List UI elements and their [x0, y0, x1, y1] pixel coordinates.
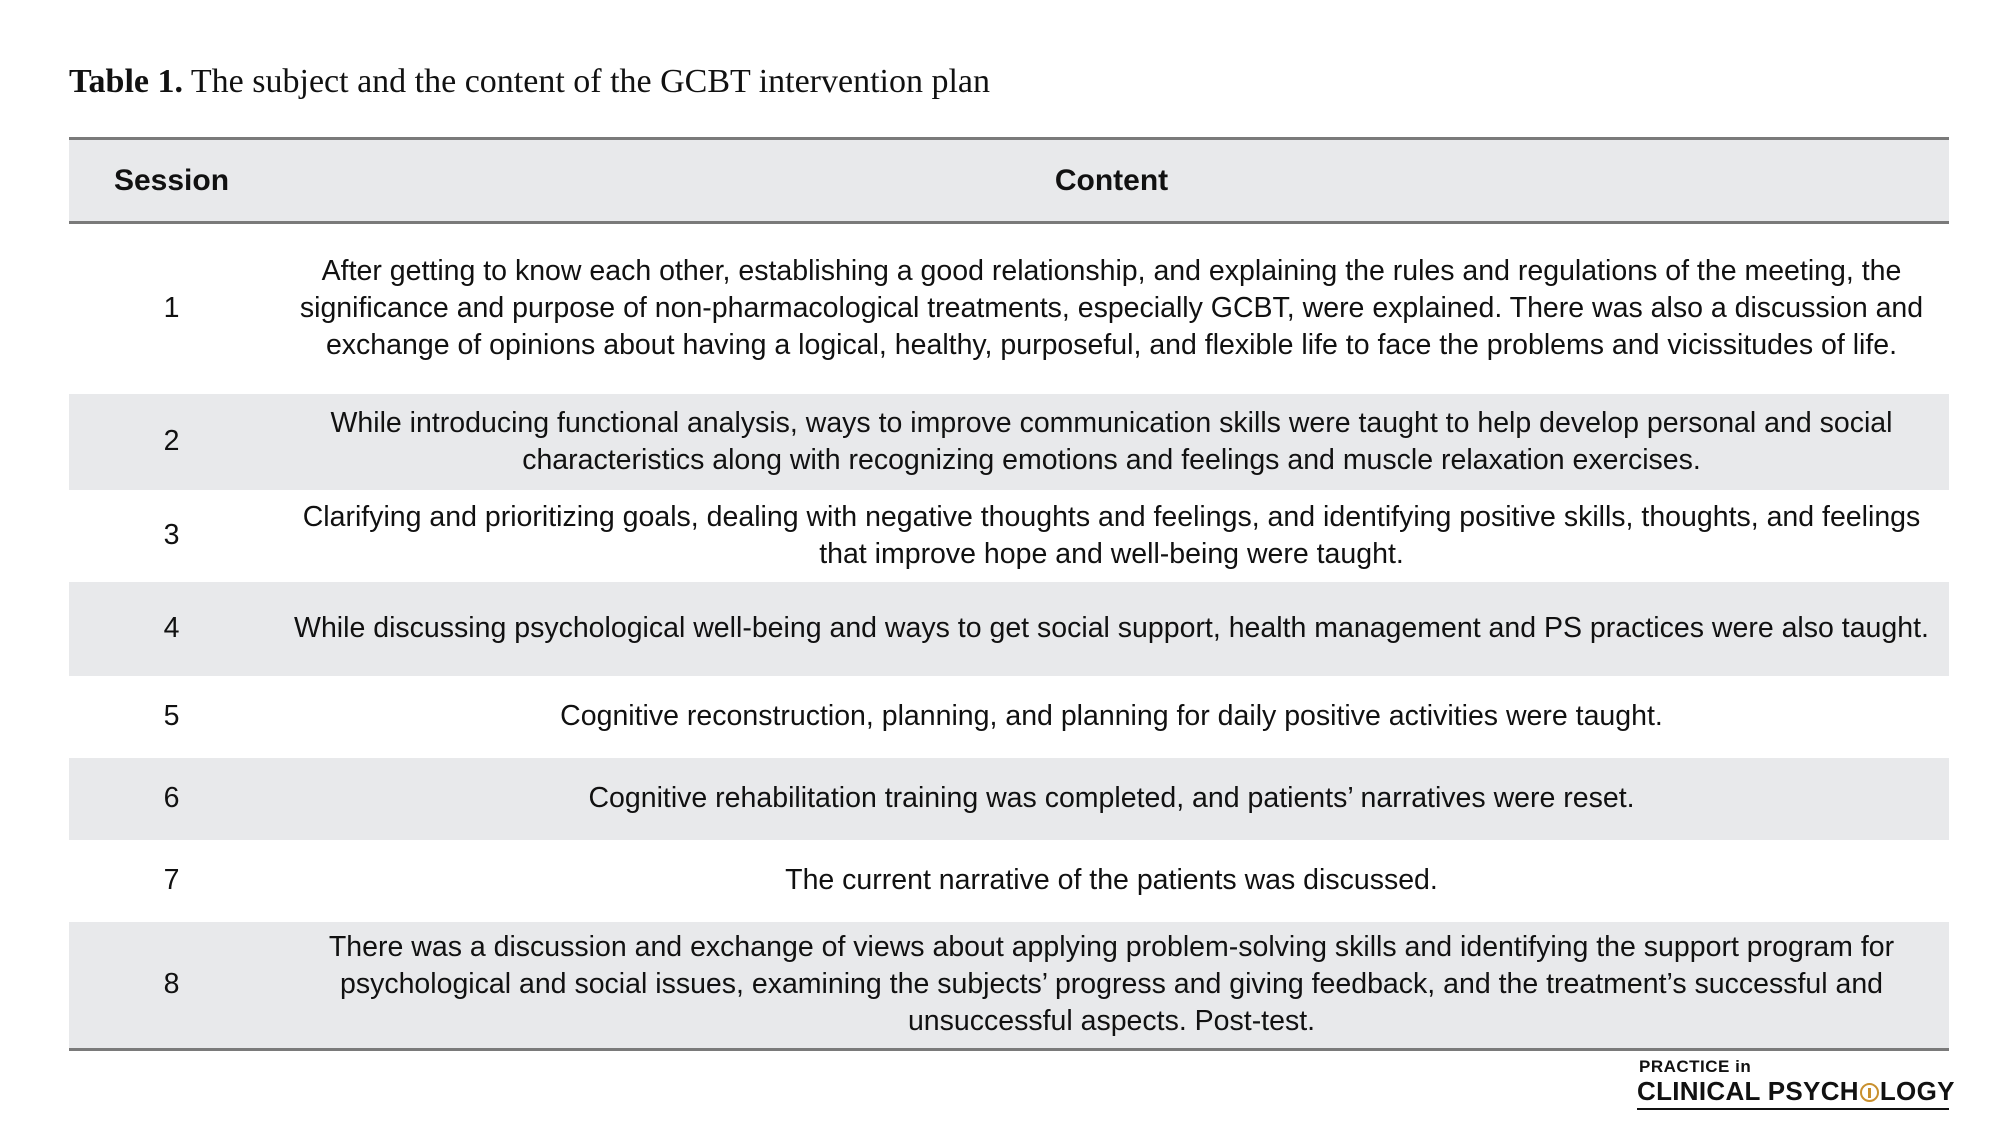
- journal-logo-top-text: PRACTICE in: [1639, 1057, 1752, 1076]
- intervention-plan-table-container: [69, 137, 1949, 1051]
- journal-logo-bottom-left: CLINICAL PSYCH: [1637, 1076, 1859, 1106]
- session-content: Cognitive rehabilitation training was completed, and patients’ narratives were reset.: [588, 782, 1635, 814]
- logo-o-icon: [1860, 1083, 1879, 1102]
- table-caption-label: Table 1.: [69, 63, 184, 100]
- table-row: [69, 582, 1949, 676]
- journal-logo-underline: [1637, 1108, 1949, 1110]
- session-content: While introducing functional analysis, ways to improve communication skills were taught to help develop personal and social characteristics along with recognizing emotions and feelings and muscle relaxation exercises.: [330, 406, 1893, 476]
- journal-logo-bottom-right: LOGY: [1879, 1076, 1955, 1106]
- table-row: [69, 676, 1949, 758]
- table-row: [69, 840, 1949, 922]
- header-content: Content: [1054, 163, 1169, 197]
- session-content: While discussing psychological well-being and ways to get social support, health management and PS practices were also taught.: [294, 612, 1929, 644]
- session-content: There was a discussion and exchange of views about applying problem-solving skills and identifying the support program for psychological and social issues, examining the subjects’ progress and giving feedback, and the treatment’s successful and unsuccessful aspects. Post-test.: [328, 931, 1895, 1038]
- journal-logo-bottom-text: [1637, 1076, 1955, 1106]
- table-row: [69, 223, 1949, 394]
- session-number: 3: [163, 519, 180, 551]
- table-caption: [69, 58, 990, 106]
- table-caption-text: The subject and the content of the GCBT intervention plan: [183, 63, 991, 100]
- table-row: [69, 490, 1949, 582]
- session-number: 4: [163, 612, 180, 644]
- session-number: 1: [163, 292, 180, 325]
- session-number: 7: [163, 864, 180, 896]
- session-content: The current narrative of the patients was discussed.: [785, 864, 1438, 896]
- table-row: [69, 758, 1949, 840]
- table-row: [69, 922, 1949, 1050]
- session-content: After getting to know each other, establishing a good relationship, and explaining the rules and regulations of the meeting, the significance and purpose of non-pharmacological treatments, especially GCBT, were explained. There was also a discussion and exchange of opinions about having a logical, healthy, purposeful, and flexible life to face the problems and vicissitudes of life.: [299, 255, 1924, 362]
- session-content: Cognitive reconstruction, planning, and planning for daily positive activities were taught.: [560, 700, 1663, 732]
- journal-logo: [1637, 1057, 1955, 1113]
- session-number: 6: [163, 782, 180, 814]
- header-session: Session: [113, 163, 230, 197]
- table-row: [69, 394, 1949, 490]
- table-header-row: [69, 139, 1949, 223]
- session-number: 5: [163, 700, 180, 732]
- intervention-plan-table: [69, 137, 1949, 1051]
- session-number: 8: [163, 968, 180, 1001]
- table-header: [69, 139, 1949, 223]
- table-body: [69, 223, 1949, 1050]
- session-content: Clarifying and prioritizing goals, dealing with negative thoughts and feelings, and identifying positive skills, thoughts, and feelings that improve hope and well-being were taught.: [302, 500, 1921, 570]
- session-number: 2: [163, 425, 180, 457]
